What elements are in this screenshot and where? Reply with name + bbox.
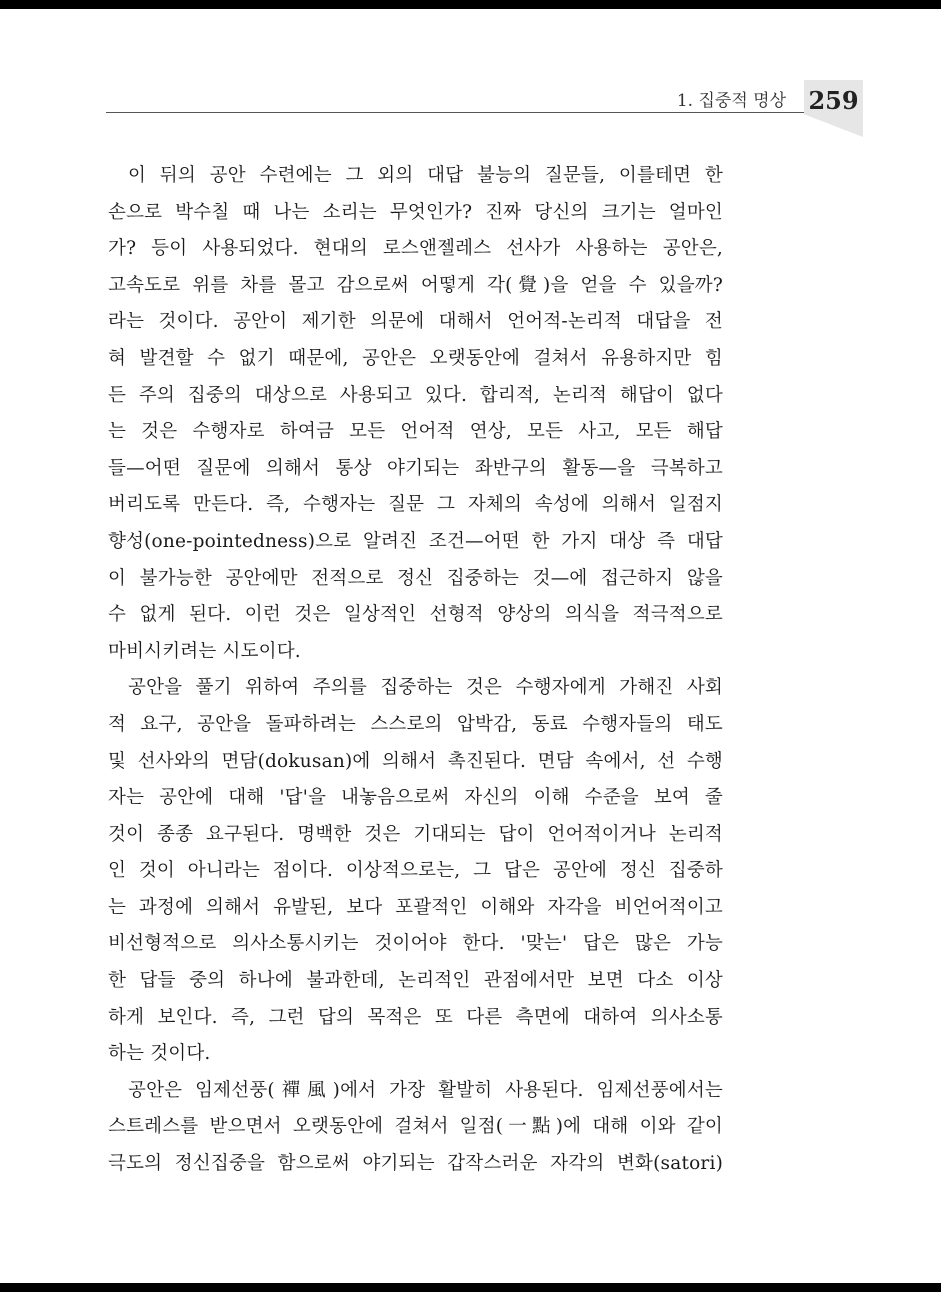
- text-line: 비선형적으로 의사소통시키는 것이어야 한다. '맞는' 답은 많은 가능: [108, 933, 723, 955]
- text-line: 자는 공안에 대해 '답'을 내놓음으로써 자신의 이해 수준을 보여 줄: [108, 787, 723, 809]
- text-line: 극도의 정신집중을 함으로써 야기되는 갑작스러운 자각의 변화(satori): [108, 1153, 723, 1175]
- text-line: 수 없게 된다. 이런 것은 일상적인 선형적 양상의 의식을 적극적으로: [108, 604, 723, 626]
- running-head: 1. 집중적 명상: [676, 91, 786, 111]
- text-line: 하게 보인다. 즉, 그런 답의 목적은 또 다른 측면에 대하여 의사소통: [108, 1006, 723, 1028]
- text-line: 한 답들 중의 하나에 불과한데, 논리적인 관점에서만 보면 다소 이상: [108, 970, 723, 992]
- text-line: 이 불가능한 공안에만 전적으로 정신 집중하는 것—에 접근하지 않을: [108, 567, 723, 589]
- text-line: 향성(one-pointedness)으로 알려진 조건—어떤 한 가지 대상 즉 대답: [108, 530, 723, 552]
- text-line: 것이 종종 요구된다. 명백한 것은 기대되는 답이 언어적이거나 논리적: [108, 823, 723, 845]
- text-line: 손으로 박수칠 때 나는 소리는 무엇인가? 진짜 당신의 크기는 얼마인: [108, 201, 723, 223]
- page-number: 259: [808, 86, 859, 115]
- text-line: 적 요구, 공안을 돌파하려는 스스로의 압박감, 동료 수행자들의 태도: [108, 713, 723, 735]
- text-line: 들—어떤 질문에 의해서 통상 야기되는 좌반구의 활동—을 극복하고: [108, 457, 723, 479]
- text-line: 인 것이 아니라는 점이다. 이상적으로는, 그 답은 공안에 정신 집중하: [108, 860, 723, 882]
- header-rule: [106, 112, 863, 113]
- text-line: 는 것은 수행자로 하여금 모든 언어적 연상, 모든 사고, 모든 해답: [108, 421, 723, 443]
- bottom-border: [0, 1283, 941, 1292]
- text-line: 마비시키려는 시도이다.: [108, 640, 301, 662]
- text-line: 공안은 임제선풍(禪風)에서 가장 활발히 사용된다. 임제선풍에서는: [128, 1079, 723, 1101]
- text-line: 스트레스를 받으면서 오랫동안에 걸쳐서 일점(一點)에 대해 이와 같이: [108, 1116, 723, 1138]
- text-line: 버리도록 만든다. 즉, 수행자는 질문 그 자체의 속성에 의해서 일점지: [108, 494, 723, 516]
- text-line: 하는 것이다.: [108, 1043, 211, 1065]
- body-text: [108, 158, 723, 1183]
- text-line: 공안을 풀기 위하여 주의를 집중하는 것은 수행자에게 가해진 사회: [128, 677, 723, 699]
- text-line: 고속도로 위를 차를 몰고 감으로써 어떻게 각(覺)을 얻을 수 있을까?: [108, 274, 723, 296]
- text-line: 라는 것이다. 공안이 제기한 의문에 대해서 언어적-논리적 대답을 전: [108, 311, 723, 333]
- top-border: [0, 0, 941, 9]
- text-line: 든 주의 집중의 대상으로 사용되고 있다. 합리적, 논리적 해답이 없다: [108, 384, 723, 406]
- text-line: 는 과정에 의해서 유발된, 보다 포괄적인 이해와 자각을 비언어적이고: [108, 896, 723, 918]
- text-line: 및 선사와의 면담(dokusan)에 의해서 촉진된다. 면담 속에서, 선 수행: [108, 750, 723, 772]
- text-line: 이 뒤의 공안 수련에는 그 외의 대답 불능의 질문들, 이를테면 한: [128, 165, 723, 186]
- text-line: 혀 발견할 수 없기 때문에, 공안은 오랫동안에 걸쳐서 유용하지만 힘: [108, 347, 723, 369]
- text-line: 가? 등이 사용되었다. 현대의 로스앤젤레스 선사가 사용하는 공안은,: [108, 238, 723, 260]
